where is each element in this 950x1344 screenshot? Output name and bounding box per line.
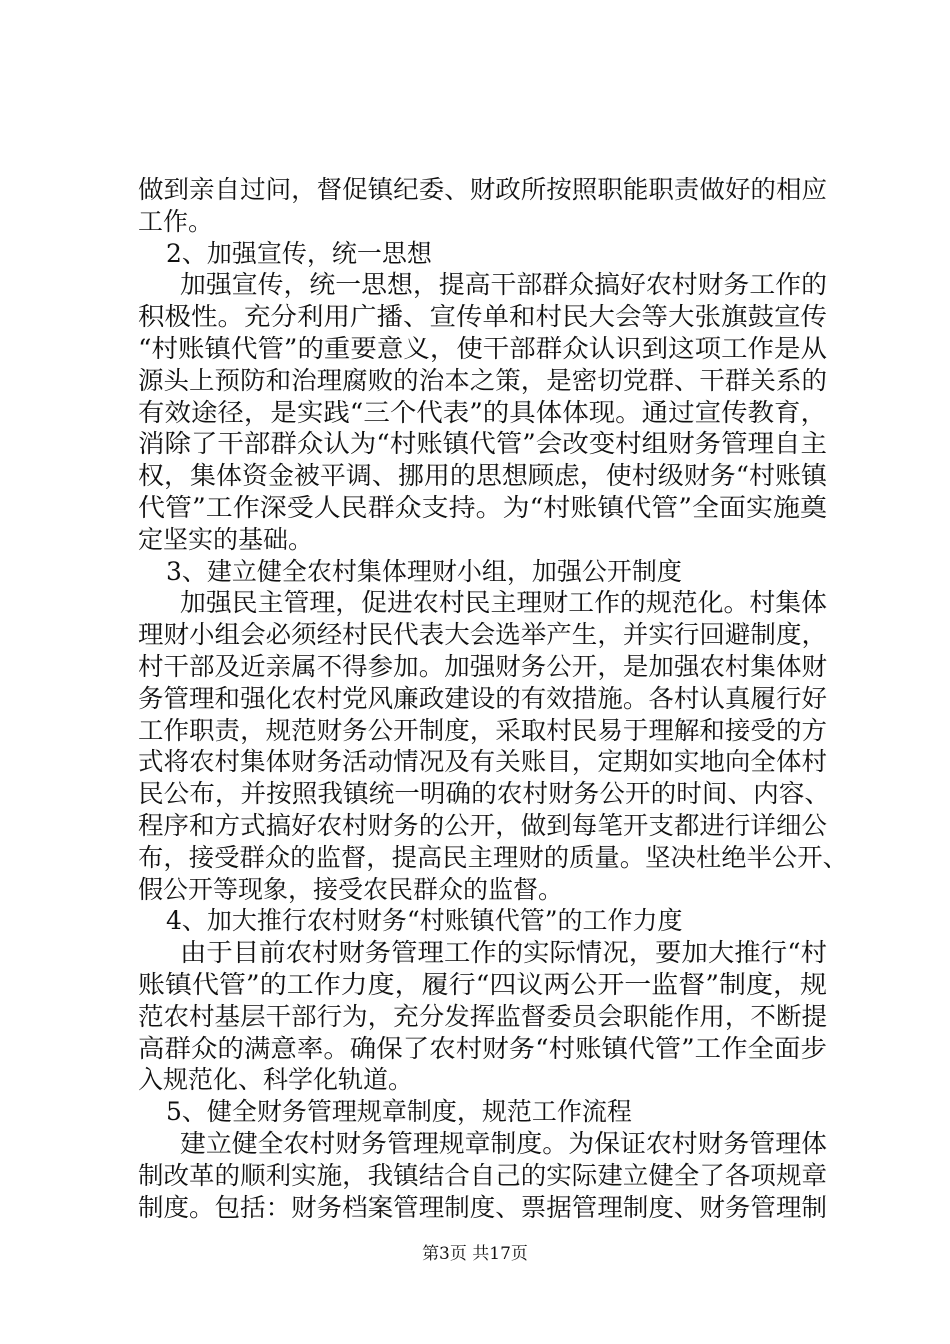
text-line (0, 809, 950, 843)
text-line-content: 范农村基层干部行为，充分发挥监督委员会职能作用，不断提 (138, 1001, 827, 1031)
text-line-content: 程序和方式搞好农村财务的公开，做到每笔开支都进行详细公 (138, 811, 827, 840)
text-line (0, 1191, 950, 1225)
text-line (0, 205, 950, 239)
text-line-content: 代管”工作深受人民群众支持。为“村账镇代管”全面实施奠 (138, 493, 827, 522)
text-line-content: 有效途径，是实践“三个代表”的具体体现。通过宣传教育， (138, 397, 827, 427)
text-line (0, 841, 950, 875)
text-line-content: 式将农村集体财务活动情况及有关账目，定期如实地向全体村 (138, 747, 827, 777)
text-line (0, 1000, 950, 1034)
text-line (0, 1063, 950, 1097)
text-line (0, 714, 950, 748)
text-line (0, 777, 950, 811)
text-line-content: “村账镇代管”的重要意义，使干部群众认识到这项工作是从 (138, 334, 827, 363)
text-line (0, 936, 950, 970)
text-line-content: 由于目前农村财务管理工作的实际情况，要加大推行“村 (180, 938, 827, 968)
text-line (0, 586, 950, 620)
text-line (0, 523, 950, 557)
text-line (0, 968, 950, 1002)
text-line (0, 396, 950, 430)
text-line-content: 定坚实的基础。 (138, 524, 314, 554)
text-line-content: 务管理和强化农村党风廉政建设的有效措施。各村认真履行好 (138, 683, 827, 713)
text-line-content: 源头上预防和治理腐败的治本之策，是密切党群、干群关系的 (138, 365, 827, 395)
text-line (0, 1032, 950, 1066)
text-line (0, 268, 950, 302)
text-line (0, 459, 950, 493)
text-line-content: 假公开等现象，接受农民群众的监督。 (138, 874, 564, 904)
text-line-content: 权，集体资金被平调、挪用的思想顾虑，使村级财务“村账镇 (138, 461, 827, 491)
text-line (0, 491, 950, 525)
text-line-content: 4、加大推行农村财务“村账镇代管”的工作力度 (166, 906, 683, 936)
text-line-content: 积极性。充分利用广播、宣传单和村民大会等大张旗鼓宣传 (138, 302, 827, 332)
section-heading (0, 1095, 950, 1129)
section-heading (0, 237, 950, 271)
text-line-content: 村干部及近亲属不得参加。加强财务公开，是加强农村集体财 (138, 652, 827, 681)
text-line (0, 300, 950, 334)
text-line-content: 加强民主管理，促进农村民主理财工作的规范化。村集体 (180, 588, 827, 618)
text-line (0, 618, 950, 652)
text-line-content: 建立健全农村财务管理规章制度。为保证农村财务管理体 (180, 1129, 827, 1158)
text-line-content: 民公布，并按照我镇统一明确的农村财务公开的时间、内容、 (138, 779, 831, 809)
text-line (0, 745, 950, 779)
text-line (0, 873, 950, 907)
text-line-content: 高群众的满意率。确保了农村财务“村账镇代管”工作全面步 (138, 1033, 827, 1063)
text-line-content: 加强宣传，统一思想，提高干部群众搞好农村财务工作的 (180, 270, 827, 300)
text-line (0, 1159, 950, 1193)
text-line (0, 650, 950, 684)
section-heading (0, 904, 950, 938)
text-line-content: 消除了干部群众认为“村账镇代管”会改变村组财务管理自主 (138, 429, 827, 459)
text-line-content: 做到亲自过问，督促镇纪委、财政所按照职能职责做好的相应 (138, 175, 827, 204)
text-line (0, 427, 950, 461)
text-line (0, 332, 950, 366)
section-heading (0, 555, 950, 589)
text-line (0, 1127, 950, 1161)
text-line (0, 173, 950, 207)
text-line-content: 制改革的顺利实施，我镇结合自己的实际建立健全了各项规章 (138, 1160, 827, 1190)
text-line-content: 理财小组会必须经村民代表大会选举产生，并实行回避制度， (138, 620, 827, 650)
text-line-content: 工作职责，规范财务公开制度，采取村民易于理解和接受的方 (138, 715, 827, 745)
text-line (0, 364, 950, 398)
text-line-content: 账镇代管”的工作力度，履行“四议两公开一监督”制度，规 (138, 970, 827, 999)
text-line-content: 制度。包括：财务档案管理制度、票据管理制度、财务管理制 (138, 1192, 827, 1222)
text-line (0, 682, 950, 716)
text-line-content: 工作。 (138, 206, 214, 236)
text-line-content: 2、加强宣传，统一思想 (166, 238, 432, 268)
text-line-content: 入规范化、科学化轨道。 (138, 1065, 414, 1095)
text-line-content: 3、建立健全农村集体理财小组，加强公开制度 (166, 556, 682, 586)
page-footer: 第3页 共17页 (422, 1244, 528, 1264)
text-line-content: 5、健全财务管理规章制度，规范工作流程 (166, 1097, 632, 1127)
text-line-content: 布，接受群众的监督，提高民主理财的质量。坚决杜绝半公开、 (138, 842, 848, 872)
